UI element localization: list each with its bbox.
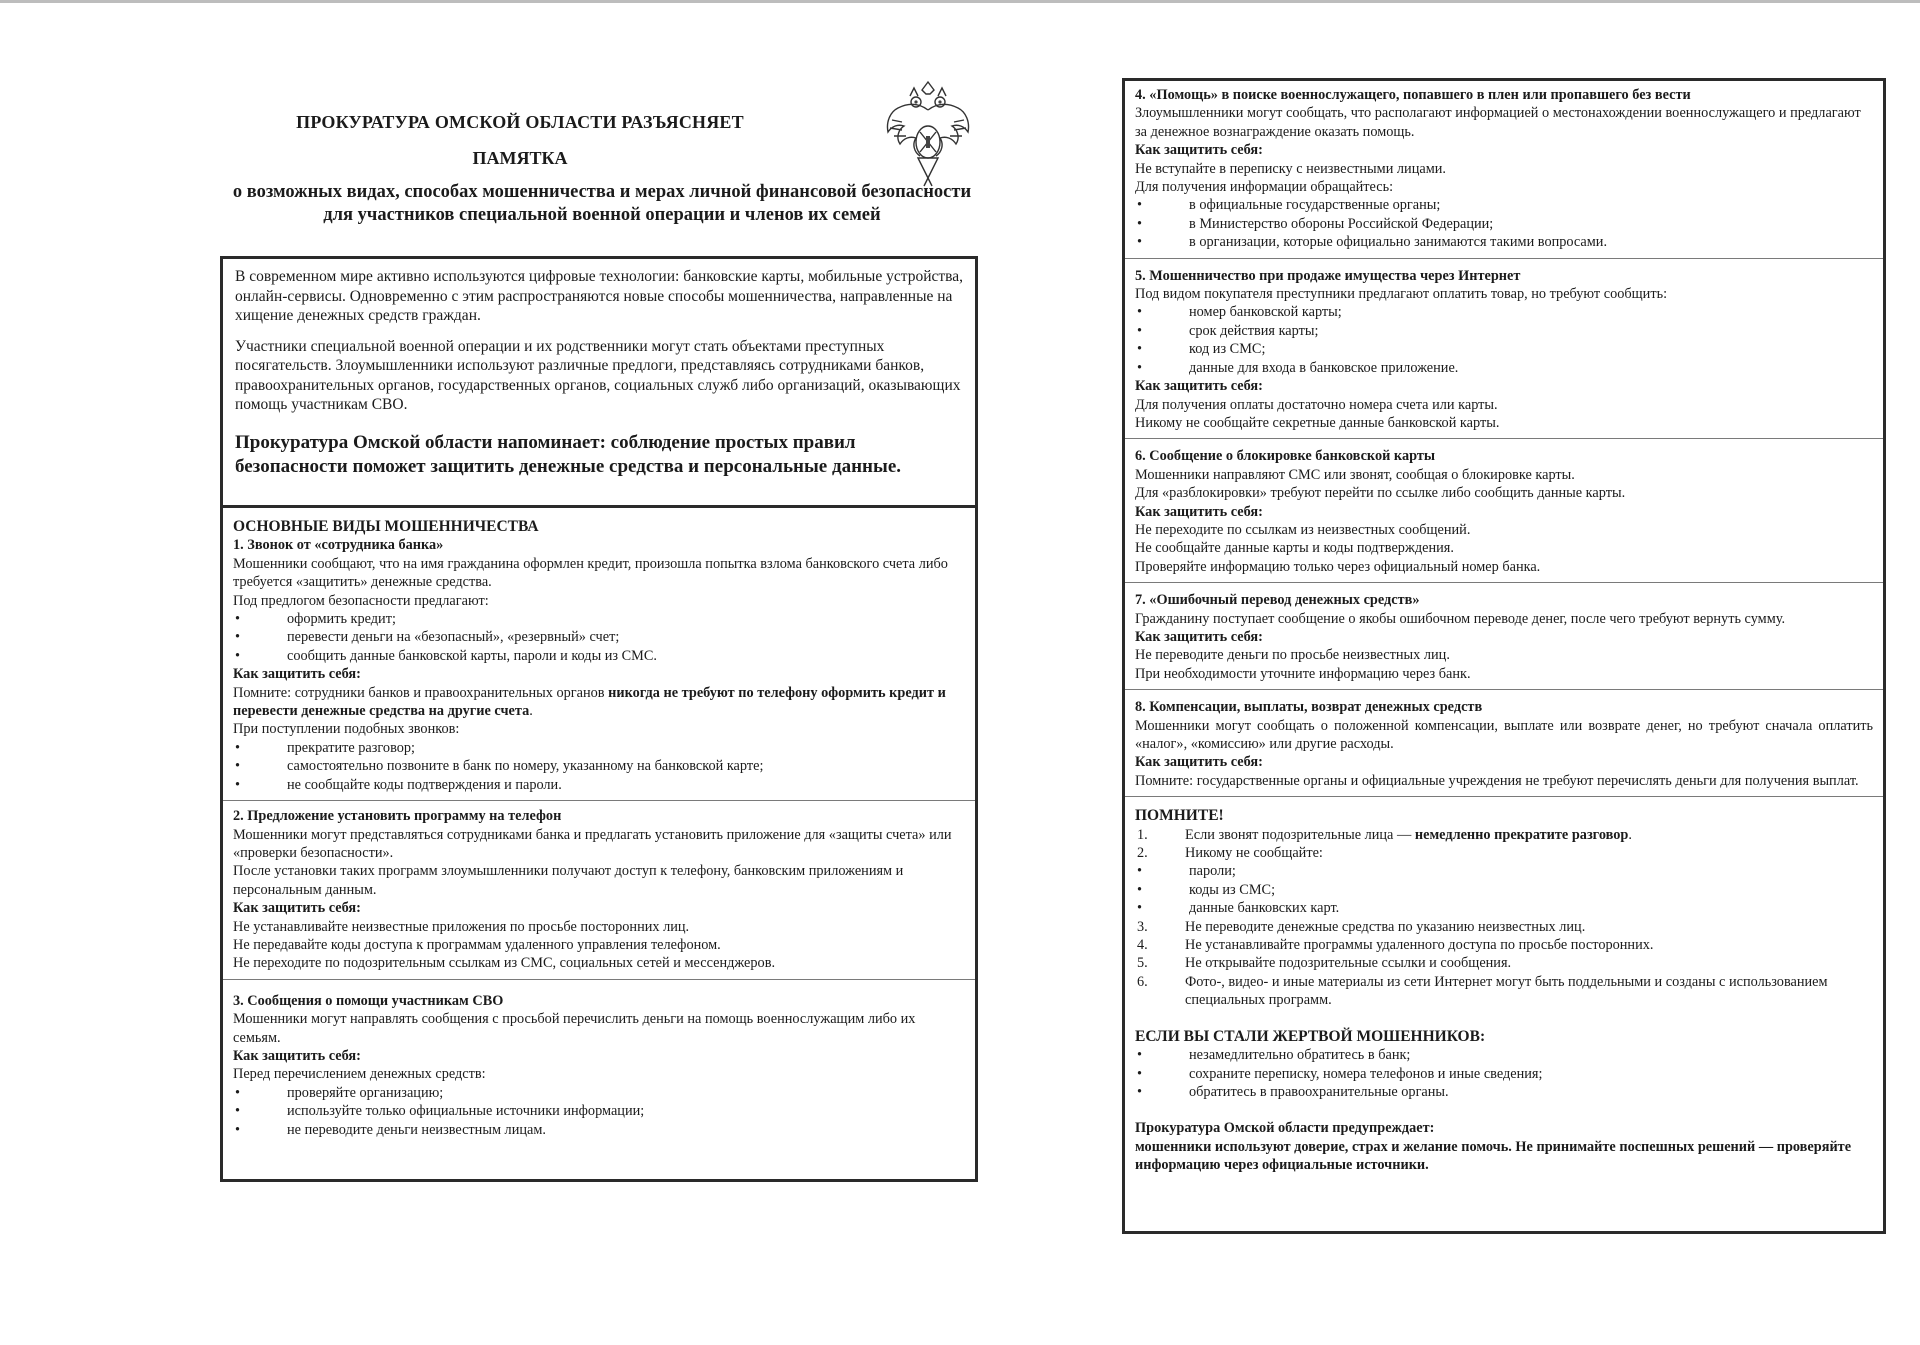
memo-title: ПАМЯТКА bbox=[472, 148, 568, 168]
section-2-title: 2. Предложение установить программу на телефон bbox=[233, 808, 562, 825]
list-item: • в Министерство обороны Российской Федерации; bbox=[1137, 215, 1494, 232]
section-5-title: 5. Мошенничество при продаже имущества через Интернет bbox=[1135, 267, 1521, 284]
bullet-icon: • bbox=[235, 758, 241, 775]
section-4-line: Не вступайте в переписку с неизвестными лицами. bbox=[1135, 160, 1446, 177]
scan-edge bbox=[0, 0, 1920, 3]
section-2-line: Не устанавливайте неизвестные приложения по просьбе посторонних лиц. bbox=[233, 918, 690, 935]
section-2-line: Не передавайте коды доступа к программам удаленного управления телефоном. bbox=[233, 936, 721, 953]
list-item: • проверяйте организацию; bbox=[235, 1084, 444, 1101]
bullet-icon: • bbox=[235, 611, 241, 628]
section-2-text-1: Мошенники могут представляться сотрудниками банка и предлагать установить приложение для «защиты счета» или «проверки безопасности». bbox=[233, 826, 952, 861]
bullet-icon: • bbox=[1137, 1047, 1143, 1064]
bullet-icon: • bbox=[1137, 304, 1143, 321]
section-8-protect-text: Помните: государственные органы и официальные учреждения не требуют перечислять деньги для получения выплат. bbox=[1135, 772, 1859, 789]
section-2 bbox=[223, 801, 975, 980]
section-3 bbox=[223, 980, 975, 1145]
section-7-line: При необходимости уточните информацию через банк. bbox=[1135, 665, 1471, 682]
section-5 bbox=[1125, 259, 1883, 440]
protect-label: Как защитить себя: bbox=[233, 1047, 361, 1064]
list-item: • используйте только официальные источники информации; bbox=[235, 1103, 645, 1120]
bullet-icon: • bbox=[1137, 215, 1143, 232]
bullet-icon: • bbox=[1137, 881, 1143, 898]
section-1 bbox=[223, 508, 975, 801]
list-item: • сообщить данные банковской карты, пароли и коды из СМС. bbox=[235, 647, 657, 664]
intro-reminder: Прокуратура Омской области напоминает: соблюдение простых правил безопасности поможет защитить денежные средства и персональные данные. bbox=[235, 431, 902, 477]
intro-paragraph-2: Участники специальной военной операции и их родственники могут стать объектами преступных посягательств. Злоумышленники используют различные предлоги, представляясь сотрудниками банков, правоохранительных органов, государственных органов, социальных служб либо организаций, оказывающих помощь участникам СВО. bbox=[235, 337, 961, 413]
section-1-lead: Под предлогом безопасности предлагают: bbox=[233, 592, 489, 609]
fraud-types-box bbox=[220, 508, 978, 1182]
list-item: • сохраните переписку, номера телефонов и иные сведения; bbox=[1137, 1065, 1543, 1082]
protect-label: Как защитить себя: bbox=[1135, 503, 1263, 520]
section-6-title: 6. Сообщение о блокировке банковской карты bbox=[1135, 448, 1436, 465]
list-item: • срок действия карты; bbox=[1137, 322, 1319, 339]
list-item: • перевести деньги на «безопасный», «резервный» счет; bbox=[235, 629, 620, 646]
list-item: • не переводите деньги неизвестным лицам. bbox=[235, 1121, 546, 1138]
double-headed-eagle-emblem-icon bbox=[880, 80, 976, 188]
section-7-title: 7. «Ошибочный перевод денежных средств» bbox=[1135, 592, 1420, 609]
list-item: • номер банковской карты; bbox=[1137, 304, 1342, 321]
section-1-title: 1. Звонок от «сотрудника банка» bbox=[233, 537, 444, 554]
protect-label: Как защитить себя: bbox=[1135, 378, 1263, 395]
intro-box bbox=[220, 256, 978, 508]
section-4-lead: Для получения информации обращайтесь: bbox=[1135, 179, 1394, 196]
protect-label: Как защитить себя: bbox=[233, 900, 361, 917]
section-1-protect-text: Помните: сотрудники банков и правоохранительных органов никогда не требуют по телефону оформить кредит и перевести денежные средства на другие счета. bbox=[233, 684, 946, 720]
section-2-line: Не переходите по подозрительным ссылкам из СМС, социальных сетей и мессенджеров. bbox=[233, 955, 776, 972]
bullet-icon: • bbox=[235, 629, 241, 646]
bullet-icon: • bbox=[1137, 1065, 1143, 1082]
section-6-line: Не сообщайте данные карты и коды подтверждения. bbox=[1135, 540, 1454, 557]
protect-label: Как защитить себя: bbox=[1135, 142, 1263, 159]
section-8 bbox=[1125, 690, 1883, 797]
warning-title: Прокуратура Омской области предупреждает: bbox=[1135, 1120, 1435, 1137]
bullet-icon: • bbox=[235, 739, 241, 756]
list-item: • в организации, которые официально занимаются такими вопросами. bbox=[1137, 234, 1608, 251]
list-item: • самостоятельно позвоните в банк по номеру, указанному на банковской карте; bbox=[235, 758, 764, 775]
list-item: 3. Не переводите денежные средства по указанию неизвестных лиц. bbox=[1137, 918, 1586, 935]
bullet-icon: • bbox=[1137, 234, 1143, 251]
remember-section bbox=[1125, 797, 1883, 1180]
fraud-types-heading: ОСНОВНЫЕ ВИДЫ МОШЕННИЧЕСТВА bbox=[233, 518, 539, 535]
section-7-line: Не переводите деньги по просьбе неизвестных лиц. bbox=[1135, 647, 1450, 664]
section-2-text-2: После установки таких программ злоумышленники получают доступ к телефону, банковским приложениям и персональным данным. bbox=[233, 863, 904, 898]
section-6-text-2: Для «разблокировки» требуют перейти по ссылке либо сообщить данные карты. bbox=[1135, 485, 1626, 502]
list-item: • коды из СМС; bbox=[1137, 881, 1276, 898]
list-item: • пароли; bbox=[1137, 863, 1236, 880]
warning-text: мошенники используют доверие, страх и желание помочь. Не принимайте поспешных решений — проверяйте информацию через официальные источники. bbox=[1135, 1138, 1852, 1174]
list-item: 2. Никому не сообщайте: bbox=[1137, 845, 1323, 862]
list-item: • оформить кредит; bbox=[235, 611, 396, 628]
section-1-text: Мошенники сообщают, что на имя гражданина оформлен кредит, произошла попытка взлома банковского счета либо требуется «защитить» денежные средства. bbox=[233, 555, 948, 591]
list-item: • прекратите разговор; bbox=[235, 739, 416, 756]
document-title: ПРОКУРАТУРА ОМСКОЙ ОБЛАСТИ РАЗЪЯСНЯЕТ bbox=[296, 112, 744, 132]
bullet-icon: • bbox=[1137, 341, 1143, 358]
document-header bbox=[220, 112, 820, 169]
list-item: • незамедлительно обратитесь в банк; bbox=[1137, 1047, 1411, 1064]
section-3-lead: Перед перечислением денежных средств: bbox=[233, 1066, 486, 1083]
list-item: • обратитесь в правоохранительные органы. bbox=[1137, 1083, 1449, 1100]
bullet-icon: • bbox=[235, 776, 241, 793]
protect-label: Как защитить себя: bbox=[1135, 754, 1263, 771]
left-page bbox=[220, 80, 984, 1138]
section-4-text: Злоумышленники могут сообщать, что располагают информацией о местонахождении военнослужащего и предлагают за денежное вознаграждение оказать помощь. bbox=[1135, 105, 1861, 140]
list-item: • код из СМС; bbox=[1137, 341, 1266, 358]
remember-title: ПОМНИТЕ! bbox=[1135, 807, 1224, 825]
bullet-icon: • bbox=[1137, 322, 1143, 339]
list-item: • данные для входа в банковское приложение. bbox=[1137, 359, 1459, 376]
section-3-text: Мошенники могут направлять сообщения с просьбой перечислить деньги на помощь военнослужащим либо их семьям. bbox=[233, 1011, 916, 1046]
protect-label: Как защитить себя: bbox=[233, 666, 361, 683]
section-5-lead: Под видом покупателя преступники предлагают оплатить товар, но требуют сообщить: bbox=[1135, 286, 1668, 303]
section-3-title: 3. Сообщения о помощи участникам СВО bbox=[233, 992, 504, 1009]
list-item: 1. Если звонят подозрительные лица — немедленно прекратите разговор. bbox=[1137, 826, 1632, 843]
section-6-text-1: Мошенники направляют СМС или звонят, сообщая о блокировке карты. bbox=[1135, 466, 1575, 483]
bullet-icon: • bbox=[235, 1084, 241, 1101]
document-subtitle: о возможных видах, способах мошенничества и мерах личной финансовой безопасности для участников специальной военной операции и членов их семей bbox=[232, 182, 972, 225]
section-6 bbox=[1125, 439, 1883, 583]
section-1-lead-2: При поступлении подобных звонков: bbox=[233, 721, 460, 738]
section-7 bbox=[1125, 583, 1883, 690]
section-5-line: Для получения оплаты достаточно номера счета или карты. bbox=[1135, 396, 1498, 413]
list-item: • в официальные государственные органы; bbox=[1137, 197, 1441, 214]
section-4 bbox=[1125, 81, 1883, 259]
list-item: 4. Не устанавливайте программы удаленного доступа по просьбе посторонних. bbox=[1137, 937, 1654, 954]
victim-title: ЕСЛИ ВЫ СТАЛИ ЖЕРТВОЙ МОШЕННИКОВ: bbox=[1135, 1027, 1486, 1045]
section-5-line: Никому не сообщайте секретные данные банковской карты. bbox=[1135, 414, 1500, 431]
bullet-icon: • bbox=[235, 1103, 241, 1120]
bullet-icon: • bbox=[235, 647, 241, 664]
section-6-line: Проверяйте информацию только через официальный номер банка. bbox=[1135, 558, 1541, 575]
section-6-line: Не переходите по ссылкам из неизвестных сообщений. bbox=[1135, 521, 1471, 538]
section-4-title: 4. «Помощь» в поиске военнослужащего, попавшего в плен или пропавшего без вести bbox=[1135, 87, 1691, 103]
intro-paragraph-1: В современном мире активно используются цифровые технологии: банковские карты, мобильные устройства, онлайн-сервисы. Одновременно с этим распространяются новые способы мошенничества, направленные на хищение денежных средств граждан. bbox=[235, 268, 964, 324]
section-8-title: 8. Компенсации, выплаты, возврат денежных средств bbox=[1135, 699, 1483, 716]
bullet-icon: • bbox=[235, 1121, 241, 1138]
protect-label: Как защитить себя: bbox=[1135, 628, 1263, 645]
list-item: • данные банковских карт. bbox=[1137, 900, 1340, 917]
bullet-icon: • bbox=[1137, 900, 1143, 917]
list-item: 5. Не открывайте подозрительные ссылки и сообщения. bbox=[1137, 955, 1512, 972]
bullet-icon: • bbox=[1137, 1083, 1143, 1100]
list-item: 6. Фото-, видео- и иные материалы из сети Интернет могут быть поддельными и созданы с использованием специальных программ. bbox=[1137, 973, 1828, 1009]
bullet-icon: • bbox=[1137, 863, 1143, 880]
list-item: • не сообщайте коды подтверждения и пароли. bbox=[235, 776, 562, 793]
section-7-text: Гражданину поступает сообщение о якобы ошибочном переводе денег, после чего требуют вернуть сумму. bbox=[1135, 610, 1786, 627]
bullet-icon: • bbox=[1137, 359, 1143, 376]
section-8-text: Мошенники могут сообщать о положенной компенсации, выплате или возврате денег, но требуют сначала оплатить «налог», «комиссию» или другие расходы. bbox=[1135, 717, 1873, 752]
bullet-icon: • bbox=[1137, 197, 1143, 214]
right-box bbox=[1122, 78, 1886, 1234]
